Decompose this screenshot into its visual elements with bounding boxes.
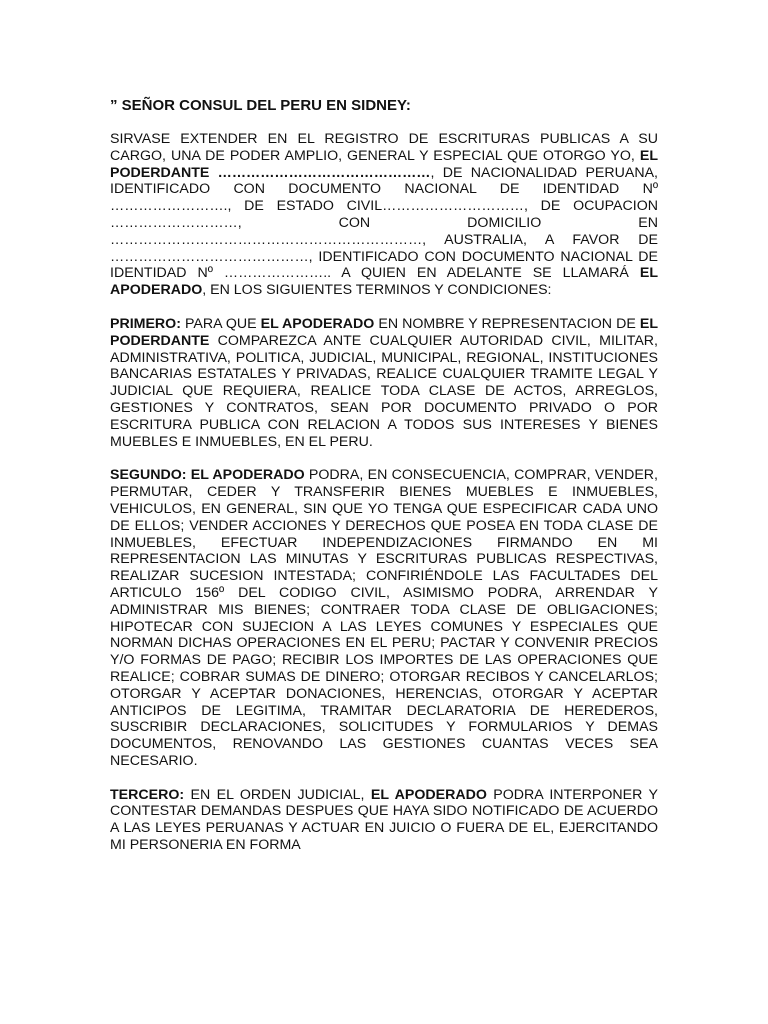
text-segment: PODRA, EN CONSECUENCIA, COMPRAR, VENDER, PERMUTAR, CEDER Y TRANSFERIR BIENES MUEBLES E INMUEBLES, VEHICULOS, EN GENERAL, SIN QUE YO TENGA QUE ESPECIFICAR CADA UNO DE ELLOS; VENDER ACCIONES Y DERECHOS QUE POSEA EN TODA CLASE DE INMUEBLES, EFECTUAR INDEPENDIZACIONES FIRMANDO EN MI REPRESENTACION LAS MINUTAS Y ESCRITURAS PUBLICAS RESPECTIVAS, REALIZAR SUCESION INTESTADA; CONFIRIÉNDOLE LAS FACULTADES DEL ARTICULO 156º DEL CODIGO CIVIL, ASIMISMO PODRA, ARRENDAR Y ADMINISTRAR MIS BIENES; CONTRAER TODA CLASE DE OBLIGACIONES; HIPOTECAR CON SUJECION A LAS LEYES COMUNES Y ESPECIALES QUE NORMAN DICHAS OPERACIONES EN EL PERU; PACTAR Y CONVENIR PRECIOS Y/O FORMAS DE PAGO; RECIBIR LOS IMPORTES DE LAS OPERACIONES QUE REALICE; COBRAR SUMAS DE DINERO; OTORGAR RECIBOS Y CANCELARLOS; OTORGAR Y ACEPTAR DONACIONES, HERENCIAS, OTORGAR Y ACEPTAR ANTICIPOS DE LEGITIMA, TRAMITAR DECLARATORIA DE HEREDEROS, SUSCRIBIR DECLARACIONES, SOLICITUDES Y FORMULARIOS Y DEMAS DOCUMENTOS, RENOVANDO LAS GESTIONES CUANTAS VECES SEA NECESARIO. (110, 467, 658, 769)
text-segment: , DE NACIONALIDAD PERUANA, IDENTIFICADO CON DOCUMENTO NACIONAL DE IDENTIDAD Nº ……………………., DE ESTADO CIVIL…………………………, DE OCUPACION ………………………, CON DOMICILIO EN …………………………………………………………, AUSTRALIA, A FAVOR DE ……………………………………, IDENTIFICADO CON DOCUMENTO NACIONAL DE IDENTIDAD Nº ………………….. A QUIEN EN ADELANTE SE LLAMARÁ (110, 164, 658, 282)
text-segment: , EN LOS SIGUIENTES TERMINOS Y CONDICIONES: (202, 282, 552, 299)
text-segment-bold: EL APODERADO (370, 786, 487, 803)
text-segment-bold: EL PODERDANTE ……………………………………… (110, 147, 658, 181)
paragraph-intro (110, 131, 658, 299)
text-segment: PARA QUE (180, 315, 261, 332)
paragraph-primero (110, 316, 658, 450)
clause-label: PRIMERO: (110, 315, 181, 332)
paragraph-tercero (110, 787, 658, 854)
text-segment-bold: EL PODERDANTE (110, 315, 659, 349)
text-segment: PODRA INTERPONER Y CONTESTAR DEMANDAS DESPUES QUE HAYA SIDO NOTIFICADO DE ACUERDO A LAS LEYES PERUANAS Y ACTUAR EN JUICIO O FUERA DE EL, EJERCITANDO MI PERSONERIA EN FORMA (110, 786, 658, 854)
document-heading: ” SEÑOR CONSUL DEL PERU EN SIDNEY: (110, 97, 411, 114)
clause-label: TERCERO: (110, 786, 185, 803)
text-segment: EN NOMBRE Y REPRESENTACION DE (374, 315, 640, 332)
text-segment: COMPAREZCA ANTE CUALQUIER AUTORIDAD CIVIL, MILITAR, ADMINISTRATIVA, POLITICA, JUDICIAL, MUNICIPAL, REGIONAL, INSTITUCIONES BANCARIAS ESTATALES Y PRIVADAS, REALICE CUALQUIER TRAMITE LEGAL Y JUDICIAL QUE REQUIERA, REALICE TODA CLASE DE ACTOS, ARREGLOS, GESTIONES Y CONTRATOS, SEAN POR DOCUMENTO PRIVADO O POR ESCRITURA PUBLICA CON RELACION A TODOS SUS INTERESES Y BIENES MUEBLES E INMUEBLES, EN EL PERU. (110, 332, 658, 450)
text-segment: SIRVASE EXTENDER EN EL REGISTRO DE ESCRITURAS PUBLICAS A SU CARGO, UNA DE PODER AMPLIO, GENERAL Y ESPECIAL QUE OTORGO YO, (110, 131, 658, 164)
paragraph-segundo (110, 467, 658, 769)
text-segment-bold: EL APODERADO (260, 315, 375, 332)
clause-label: SEGUNDO: EL APODERADO (110, 467, 305, 484)
text-segment: EN EL ORDEN JUDICIAL, (184, 786, 371, 803)
text-segment-bold: EL APODERADO (110, 265, 658, 299)
